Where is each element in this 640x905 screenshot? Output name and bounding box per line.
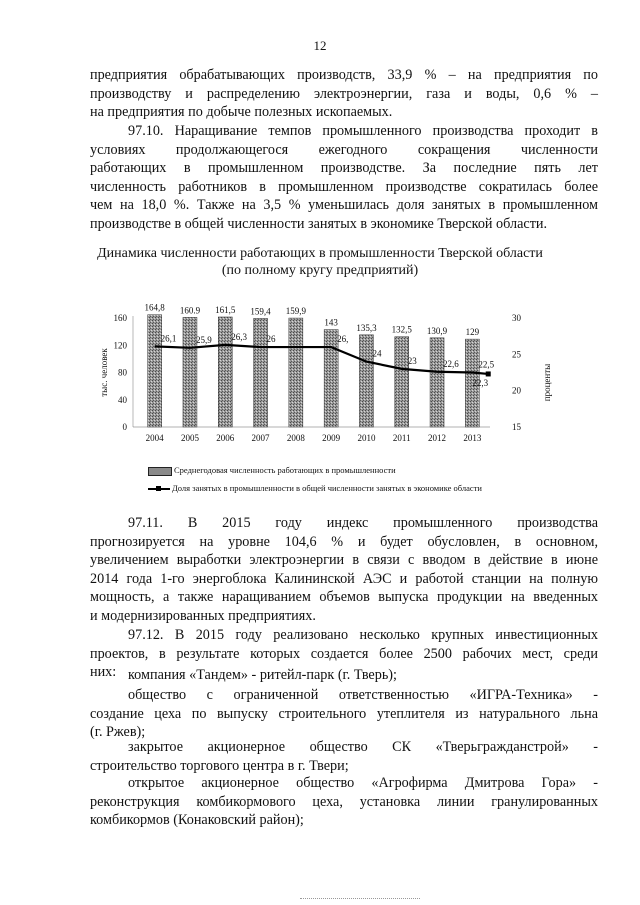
legend-bar-label: Среднегодовая численность работающих в промышленности	[174, 465, 396, 475]
bar-value-label: 159,4	[250, 306, 271, 317]
y-tick-label: 120	[113, 340, 127, 351]
text-line: них:	[90, 664, 117, 681]
line-value-label: 25,9	[195, 334, 212, 345]
x-tick-label: 2011	[392, 433, 411, 443]
text-line: мощность, а также наращиванием объемов выпуска продукции на введенных	[90, 589, 598, 606]
employment-chart	[95, 290, 555, 450]
line-value-label: 26,1	[160, 333, 177, 344]
x-tick-label: 2008	[286, 433, 305, 443]
bar-2004	[148, 315, 162, 427]
paragraph-97-10	[90, 122, 598, 234]
list-item-igra-tehnika	[90, 686, 598, 742]
line-value-label: 26,3	[231, 331, 247, 342]
text-line: компания «Тандем» - ритейл-парк (г. Тверь);	[128, 667, 397, 683]
y-tick-label: 40	[118, 394, 127, 405]
list-item-tandem	[90, 666, 598, 685]
text-line: (г. Ржев);	[90, 724, 146, 741]
bar-2006	[218, 317, 232, 427]
chart-title-line: Динамика численности работающих в промышленности Тверской области	[97, 246, 543, 261]
x-tick-label: 2007	[251, 433, 270, 443]
text-line: закрытое акционерное общество СК «Тверьгражданстрой» -	[128, 739, 598, 755]
paragraph-97-11	[90, 514, 598, 626]
y-tick-label: 0	[122, 422, 127, 432]
y-tick-label: 160	[113, 313, 127, 323]
bar-2012	[430, 338, 444, 427]
bar-value-label: 143	[324, 317, 338, 328]
bar-value-label: 160.9	[179, 305, 201, 316]
footer-rule	[300, 898, 420, 899]
text-line: производству и распределению электроэнергии, газа и воды, 0,6 % –	[90, 85, 598, 102]
x-tick-label: 2006	[216, 433, 235, 443]
legend-line-swatch	[148, 488, 170, 490]
bar-value-label: 132,5	[391, 324, 412, 335]
text-line: предприятия обрабатывающих производств, 33,9 % – на предприятия по	[90, 67, 598, 83]
text-line: численность работников в промышленном производстве сократилась более	[90, 178, 598, 195]
line-value-label: 23	[407, 355, 417, 366]
legend-line-label: Доля занятых в промышленности в общей численности занятых в экономике области	[172, 483, 482, 493]
bar-2009	[324, 330, 338, 427]
share-line-end-marker	[486, 371, 491, 376]
bar-value-label: 161,5	[215, 304, 236, 315]
text-line: комбикормов (Конаковский район);	[90, 812, 304, 829]
y2-tick-label: 15	[512, 422, 521, 432]
x-tick-label: 2010	[357, 433, 376, 443]
bar-2010	[359, 335, 373, 427]
x-tick-label: 2005	[180, 433, 199, 443]
text-line: реконструкция комбикормового цеха, установка линии гранулированных	[90, 793, 598, 810]
text-line: 2014 года 1-го энергоблока Калининской АЭС и работой станции на полную	[90, 570, 598, 587]
x-tick-label: 2013	[463, 433, 482, 443]
line-end-value-label: 22,3	[472, 377, 489, 388]
chart-legend-bars	[148, 465, 396, 476]
x-tick-label: 2004	[145, 433, 164, 443]
bar-value-label: 130,9	[426, 325, 448, 336]
legend-bar-swatch	[148, 467, 172, 476]
text-line: проектов, в результате которых создается более 2500 рабочих мест, среди	[90, 645, 598, 662]
bar-value-label: 129	[465, 327, 480, 338]
bar-2005	[183, 317, 197, 427]
line-value-label: 24	[372, 348, 382, 359]
paragraph-intro	[90, 66, 598, 122]
text-line: общество с ограниченной ответственностью «ИГРА-Техника» -	[128, 687, 598, 703]
bar-2007	[254, 318, 268, 427]
line-value-label: 26	[266, 334, 276, 345]
text-line: условиях продолжающегося ежегодного сокращения численности	[90, 141, 598, 158]
text-line: 97.10. Наращивание темпов промышленного производства проходит в	[128, 123, 598, 139]
text-line: создание цеха по выпуску строительного утеплителя из натурального льна	[90, 705, 598, 722]
line-value-label: 22,5	[478, 359, 495, 370]
text-line: увеличением выработки электроэнергии в связи с вводом в действие в июне	[90, 552, 598, 569]
y-tick-label: 80	[118, 367, 127, 378]
text-line: работающих в промышленном производстве. За последние пять лет	[90, 160, 598, 177]
bar-value-label: 135,3	[356, 322, 377, 333]
list-item-tvergrazhdanstroi	[90, 738, 598, 775]
page-number: 12	[313, 38, 327, 53]
text-line: прогнозируется на уровне 104,6 % и будет обусловлен, в основном,	[90, 533, 598, 550]
text-line: 97.12. В 2015 году реализовано несколько крупных инвестиционных	[128, 627, 598, 643]
y2-tick-label: 30	[512, 313, 521, 323]
text-line: открытое акционерное общество «Агрофирма Дмитрова Гора» -	[128, 775, 598, 791]
bar-value-label: 164,8	[144, 302, 165, 313]
y-axis-title: тыс. человек	[99, 348, 109, 397]
text-line: 97.11. В 2015 году индекс промышленного производства	[128, 515, 598, 531]
text-line: строительство торгового центра в г. Твери;	[90, 757, 349, 774]
text-line: на предприятия по добыче полезных ископаемых.	[90, 104, 393, 121]
text-line: производстве в общей численности занятых в экономике Тверской области.	[90, 215, 548, 232]
chart-subtitle-line: (по полному кругу предприятий)	[221, 263, 419, 278]
y2-axis-title: проценты	[542, 363, 552, 402]
y2-tick-label: 25	[512, 349, 521, 360]
bar-value-label: 159,9	[285, 306, 306, 317]
text-line: чем на 18,0 %. Также на 3,5 % уменьшилась доля занятых в промышленном	[90, 197, 598, 214]
bar-2008	[289, 318, 303, 427]
x-tick-label: 2012	[428, 433, 447, 443]
line-value-label: 26,	[337, 334, 349, 345]
chart-legend-line	[148, 483, 482, 493]
text-line: и модернизированных предприятиях.	[90, 607, 316, 624]
chart-title	[0, 245, 640, 279]
bar-2011	[395, 337, 409, 427]
y2-tick-label: 20	[512, 385, 521, 396]
list-item-agrofirma	[90, 774, 598, 830]
line-value-label: 22,6	[443, 358, 459, 369]
x-tick-label: 2009	[322, 433, 341, 443]
